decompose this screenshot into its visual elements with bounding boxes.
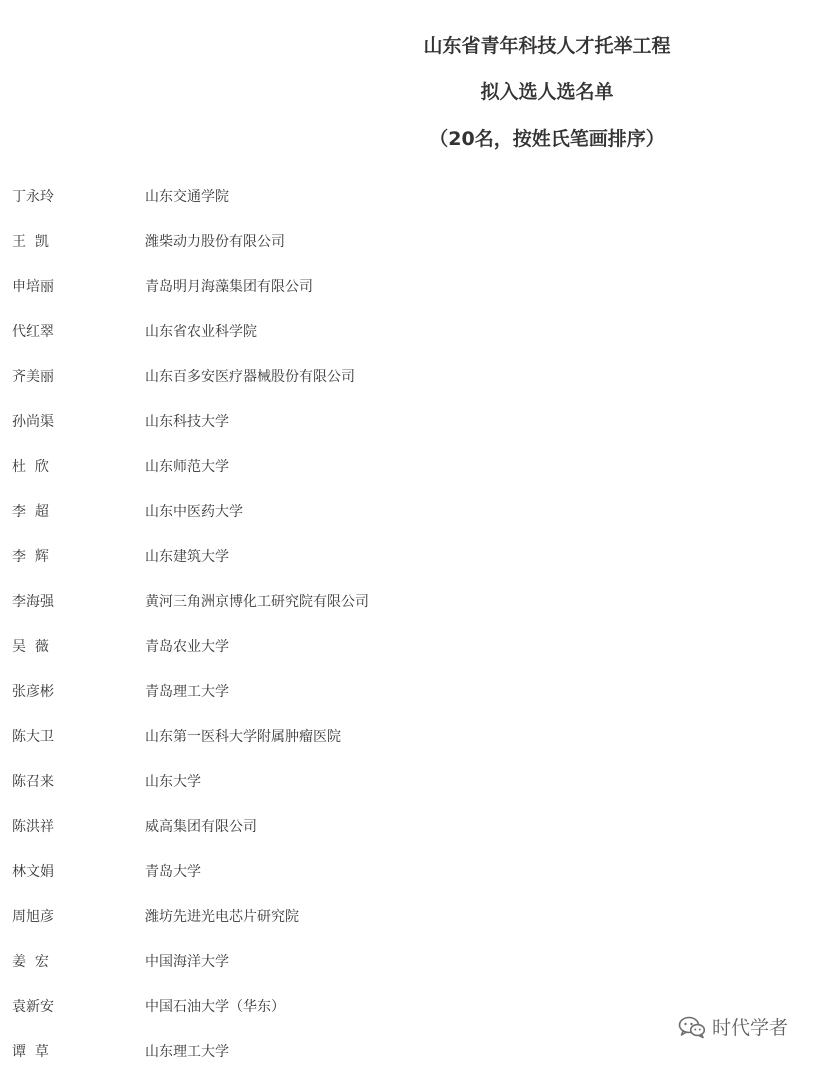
- candidate-name: 吴 薇: [12, 638, 49, 655]
- list-item: [12, 803, 792, 848]
- candidate-name: 林文娟: [12, 863, 54, 880]
- candidate-name: 陈召来: [12, 773, 54, 790]
- candidate-name: 袁新安: [12, 998, 54, 1015]
- list-item: [12, 938, 792, 983]
- candidate-name: 丁永玲: [12, 188, 54, 205]
- list-item: [12, 713, 792, 758]
- list-item: [12, 848, 792, 893]
- candidate-org: 山东师范大学: [145, 458, 229, 475]
- candidate-org: 山东第一医科大学附属肿瘤医院: [145, 728, 341, 745]
- page-subtitle: 拟入选人选名单: [480, 81, 614, 103]
- candidate-org: 山东科技大学: [145, 413, 229, 430]
- candidate-org: 山东建筑大学: [145, 548, 229, 565]
- candidate-list: [12, 173, 792, 1073]
- candidate-name: 孙尚渠: [12, 413, 54, 430]
- watermark-text: 时代学者: [711, 1017, 788, 1039]
- candidate-name: 申培丽: [12, 278, 54, 295]
- candidate-name: 齐美丽: [12, 368, 54, 385]
- page-note: （20名，按姓氏笔画排序）: [429, 128, 665, 150]
- list-item: [12, 443, 792, 488]
- candidate-name: 李 超: [12, 503, 49, 520]
- list-item: [12, 173, 792, 218]
- list-item: [12, 578, 792, 623]
- candidate-name: 王 凯: [12, 233, 49, 250]
- candidate-org: 山东大学: [145, 773, 201, 790]
- wechat-icon: [678, 1015, 706, 1039]
- candidate-org: 威高集团有限公司: [145, 818, 257, 835]
- list-item: [12, 758, 792, 803]
- list-item: [12, 263, 792, 308]
- list-item: [12, 218, 792, 263]
- candidate-name: 陈洪祥: [12, 818, 54, 835]
- list-item: [12, 623, 792, 668]
- candidate-org: 山东理工大学: [145, 1043, 229, 1060]
- list-item: [12, 488, 792, 533]
- candidate-name: 陈大卫: [12, 728, 54, 745]
- candidate-org: 潍柴动力股份有限公司: [145, 233, 285, 250]
- candidate-org: 青岛农业大学: [145, 638, 229, 655]
- watermark: [678, 1013, 788, 1040]
- list-item: [12, 893, 792, 938]
- candidate-org: 中国海洋大学: [145, 953, 229, 970]
- candidate-org: 青岛大学: [145, 863, 201, 880]
- candidate-org: 潍坊先进光电芯片研究院: [145, 908, 299, 925]
- candidate-name: 代红翠: [12, 323, 54, 340]
- candidate-org: 青岛明月海藻集团有限公司: [145, 278, 313, 295]
- candidate-org: 黄河三角洲京博化工研究院有限公司: [145, 593, 369, 610]
- candidate-org: 山东交通学院: [145, 188, 229, 205]
- candidate-name: 杜 欣: [12, 458, 49, 475]
- candidate-org: 山东省农业科学院: [145, 323, 257, 340]
- list-item: [12, 983, 792, 1028]
- candidate-org: 中国石油大学（华东）: [145, 998, 285, 1015]
- candidate-org: 青岛理工大学: [145, 683, 229, 700]
- candidate-name: 姜 宏: [12, 953, 49, 970]
- candidate-name: 李海强: [12, 593, 54, 610]
- list-item: [12, 308, 792, 353]
- candidate-org: 山东百多安医疗器械股份有限公司: [145, 368, 355, 385]
- list-item: [12, 398, 792, 443]
- list-item: [12, 353, 792, 398]
- list-item: [12, 1028, 792, 1073]
- candidate-org: 山东中医药大学: [145, 503, 243, 520]
- list-item: [12, 533, 792, 578]
- candidate-name: 李 辉: [12, 548, 49, 565]
- candidate-name: 谭 草: [12, 1043, 49, 1060]
- candidate-name: 张彦彬: [12, 683, 54, 700]
- list-item: [12, 668, 792, 713]
- page-title: 山东省青年科技人才托举工程: [423, 35, 671, 57]
- candidate-name: 周旭彦: [12, 908, 54, 925]
